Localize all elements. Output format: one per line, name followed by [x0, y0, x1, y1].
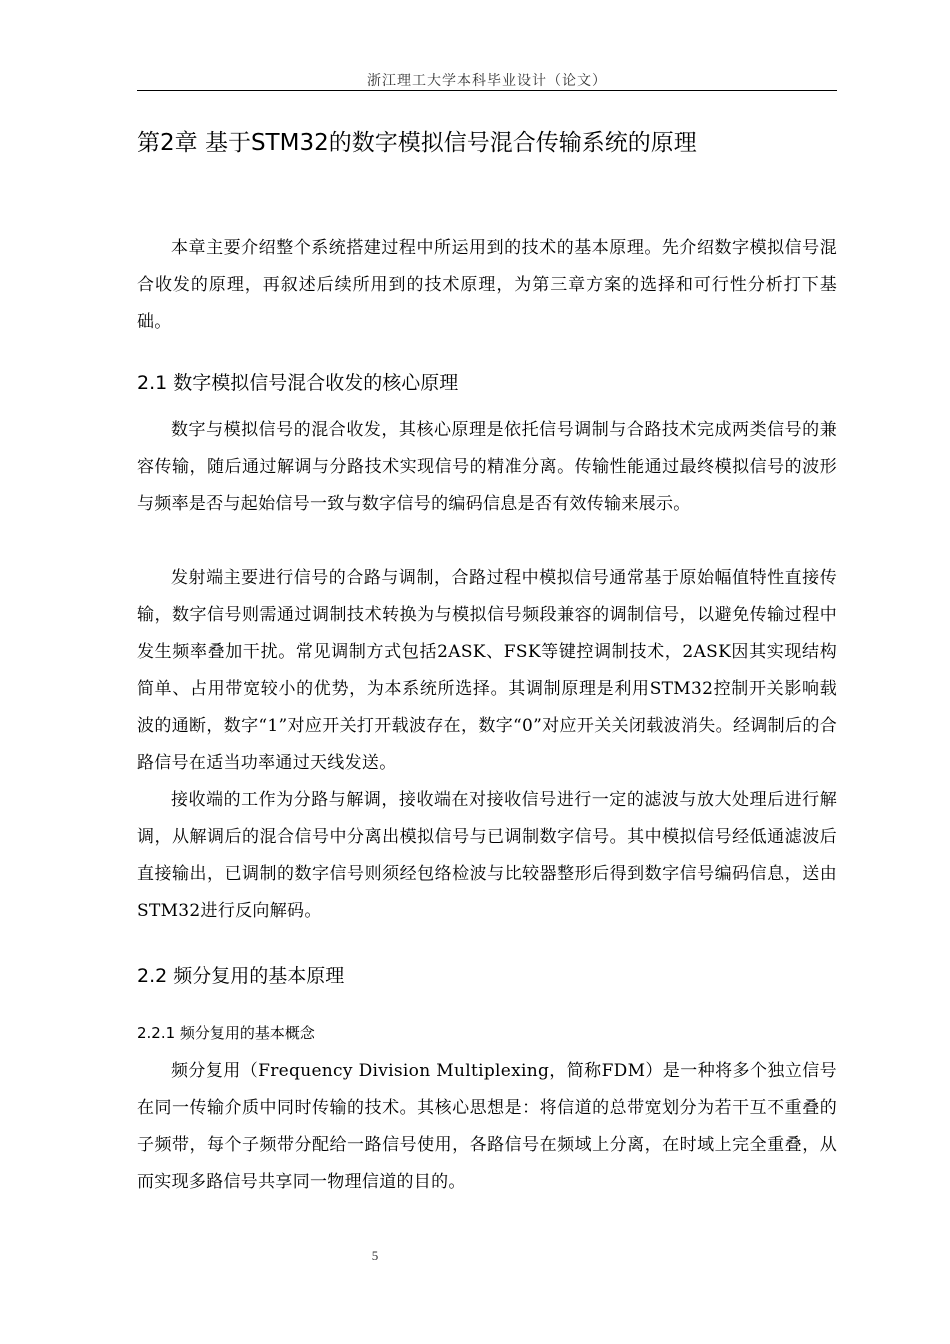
section-2-1-paragraph-2: 发射端主要进行信号的合路与调制，合路过程中模拟信号通常基于原始幅值特性直接传输，数字信号则需通过调制技术转换为与模拟信号频段兼容的调制信号，以避免传输过程中发生频率叠加干扰。常见调制方式包括2ASK、FSK等键控调制技术，2ASK因其实现结构简单、占用带宽较小的优势，为本系统所选择。其调制原理是利用STM32控制开关影响载波的通断，数字“1”对应开关打开载波存在，数字“0”对应开关关闭载波消失。经调制后的合路信号在适当功率通过天线发送。	[137, 568, 837, 773]
subsection-2-2-1-paragraph: 频分复用（Frequency Division Multiplexing，简称FDM）是一种将多个独立信号在同一传输介质中同时传输的技术。其核心思想是：将信道的总带宽划分为若干互不重叠的子频带，每个子频带分配给一路信号使用，各路信号在频域上分离，在时域上完全重叠，从而实现多路信号共享同一物理信道的目的。	[137, 1061, 837, 1192]
header-rule	[137, 90, 837, 91]
chapter-title: 第2章 基于STM32的数字模拟信号混合传输系统的原理	[137, 130, 697, 156]
intro-paragraph: 本章主要介绍整个系统搭建过程中所运用到的技术的基本原理。先介绍数字模拟信号混合收发的原理，再叙述后续所用到的技术原理，为第三章方案的选择和可行性分析打下基础。	[137, 238, 837, 332]
section-2-1-title: 2.1 数字模拟信号混合收发的核心原理	[137, 372, 459, 394]
section-2-2-title: 2.2 频分复用的基本原理	[137, 965, 345, 987]
subsection-2-2-1-title: 2.2.1 频分复用的基本概念	[137, 1024, 315, 1042]
section-2-1-paragraph-1: 数字与模拟信号的混合收发，其核心原理是依托信号调制与合路技术完成两类信号的兼容传输，随后通过解调与分路技术实现信号的精准分离。传输性能通过最终模拟信号的波形与频率是否与起始信号一致与数字信号的编码信息是否有效传输来展示。	[137, 420, 837, 514]
section-2-1-paragraph-3: 接收端的工作为分路与解调，接收端在对接收信号进行一定的滤波与放大处理后进行解调，从解调后的混合信号中分离出模拟信号与已调制数字信号。其中模拟信号经低通滤波后直接输出，已调制的数字信号则须经包络检波与比较器整形后得到数字信号编码信息，送由STM32进行反向解码。	[137, 790, 837, 921]
running-header: 浙江理工大学本科毕业设计（论文）	[367, 73, 607, 89]
page-number: 5	[371, 1248, 379, 1263]
